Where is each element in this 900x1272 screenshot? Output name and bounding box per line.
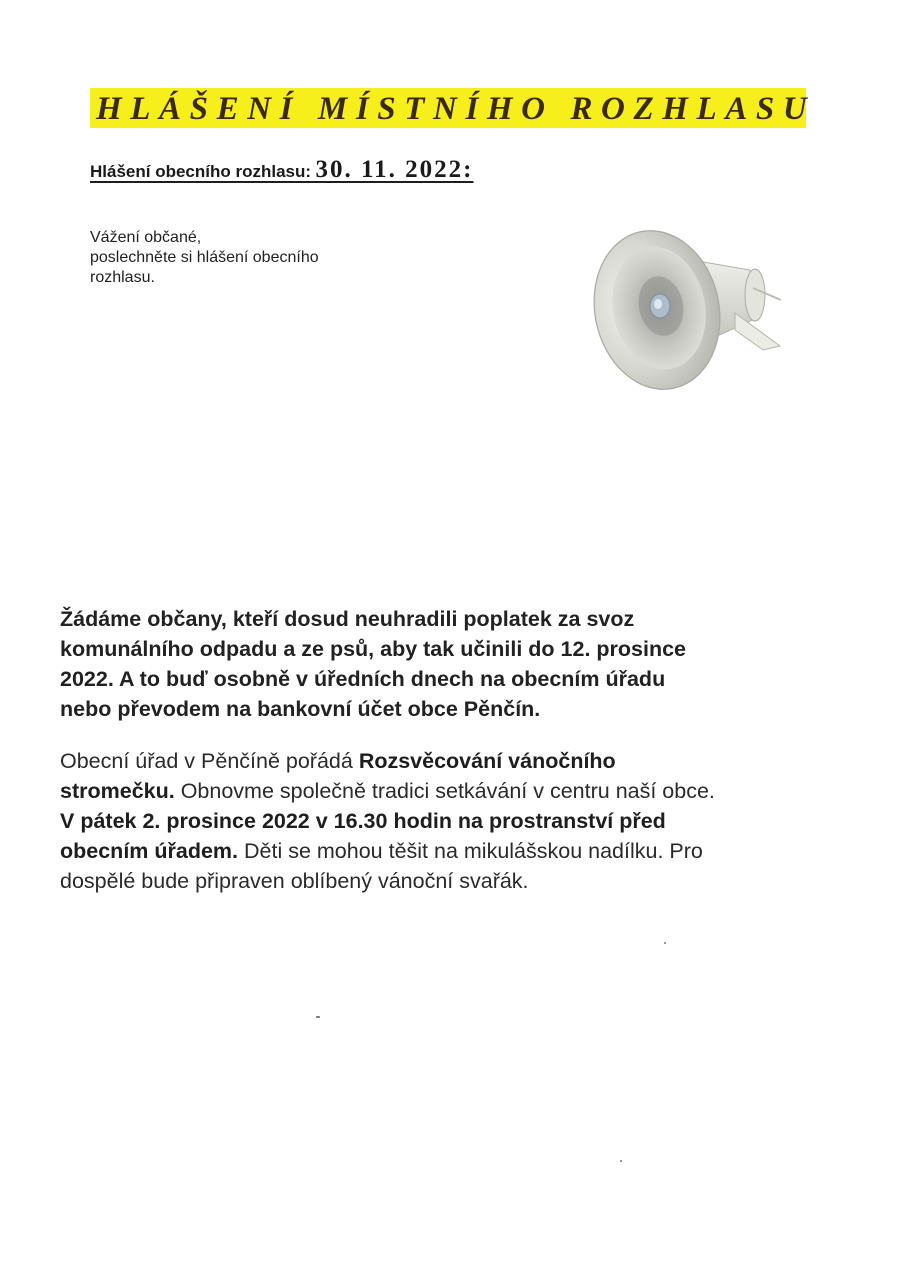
event-highlight: V pátek 2. prosince 2022 v 16.30 hodin na prostranství před [60,809,666,833]
subtitle-label: Hlášení obecního rozhlasu: [90,162,312,181]
event-highlight: obecním úřadem. [60,839,239,863]
notice-line: nebo převodem na bankovní účet obce Pěnčín. [60,697,541,721]
greeting-line: rozhlasu. [90,269,155,286]
greeting-line: poslechněte si hlášení obecního [90,249,319,266]
event-text: Obecní úřad v Pěnčíně pořádá [60,749,359,773]
loudspeaker-icon [585,218,795,398]
event-highlight: Rozsvěcování vánočního [358,749,616,773]
notice-line: 2022. A to buď osobně v úředních dnech na obecním úřadu [60,667,666,691]
event-line [60,836,840,866]
event-line [60,746,840,776]
page-title: HLÁŠENÍ MÍSTNÍHO ROZHLASU [96,91,816,127]
event-text: Obnovme společně tradici setkávání v centru naší obce. [174,779,715,803]
event-line [60,776,840,806]
notice-line: komunálního odpadu a ze psů, aby tak učinili do 12. prosince [60,637,686,661]
event-announcement [60,746,840,896]
scan-speck [664,942,666,944]
event-text: dospělé bude připraven oblíbený vánoční svařák. [60,869,529,893]
event-highlight: stromečku. [60,779,175,803]
scan-speck [620,1160,622,1162]
event-line [60,866,840,896]
fee-notice [60,604,820,724]
notice-line: Žádáme občany, kteří dosud neuhradili poplatek za svoz [60,607,635,631]
announcement-date-line [90,156,473,184]
greeting-line: Vážení občané, [90,229,202,246]
event-line [60,806,840,836]
announcement-date: 30. 11. 2022: [315,156,474,183]
event-text: Děti se mohou těšit na mikulášskou nadílku. Pro [238,839,703,863]
scan-speck [316,1016,320,1018]
greeting [90,228,410,288]
